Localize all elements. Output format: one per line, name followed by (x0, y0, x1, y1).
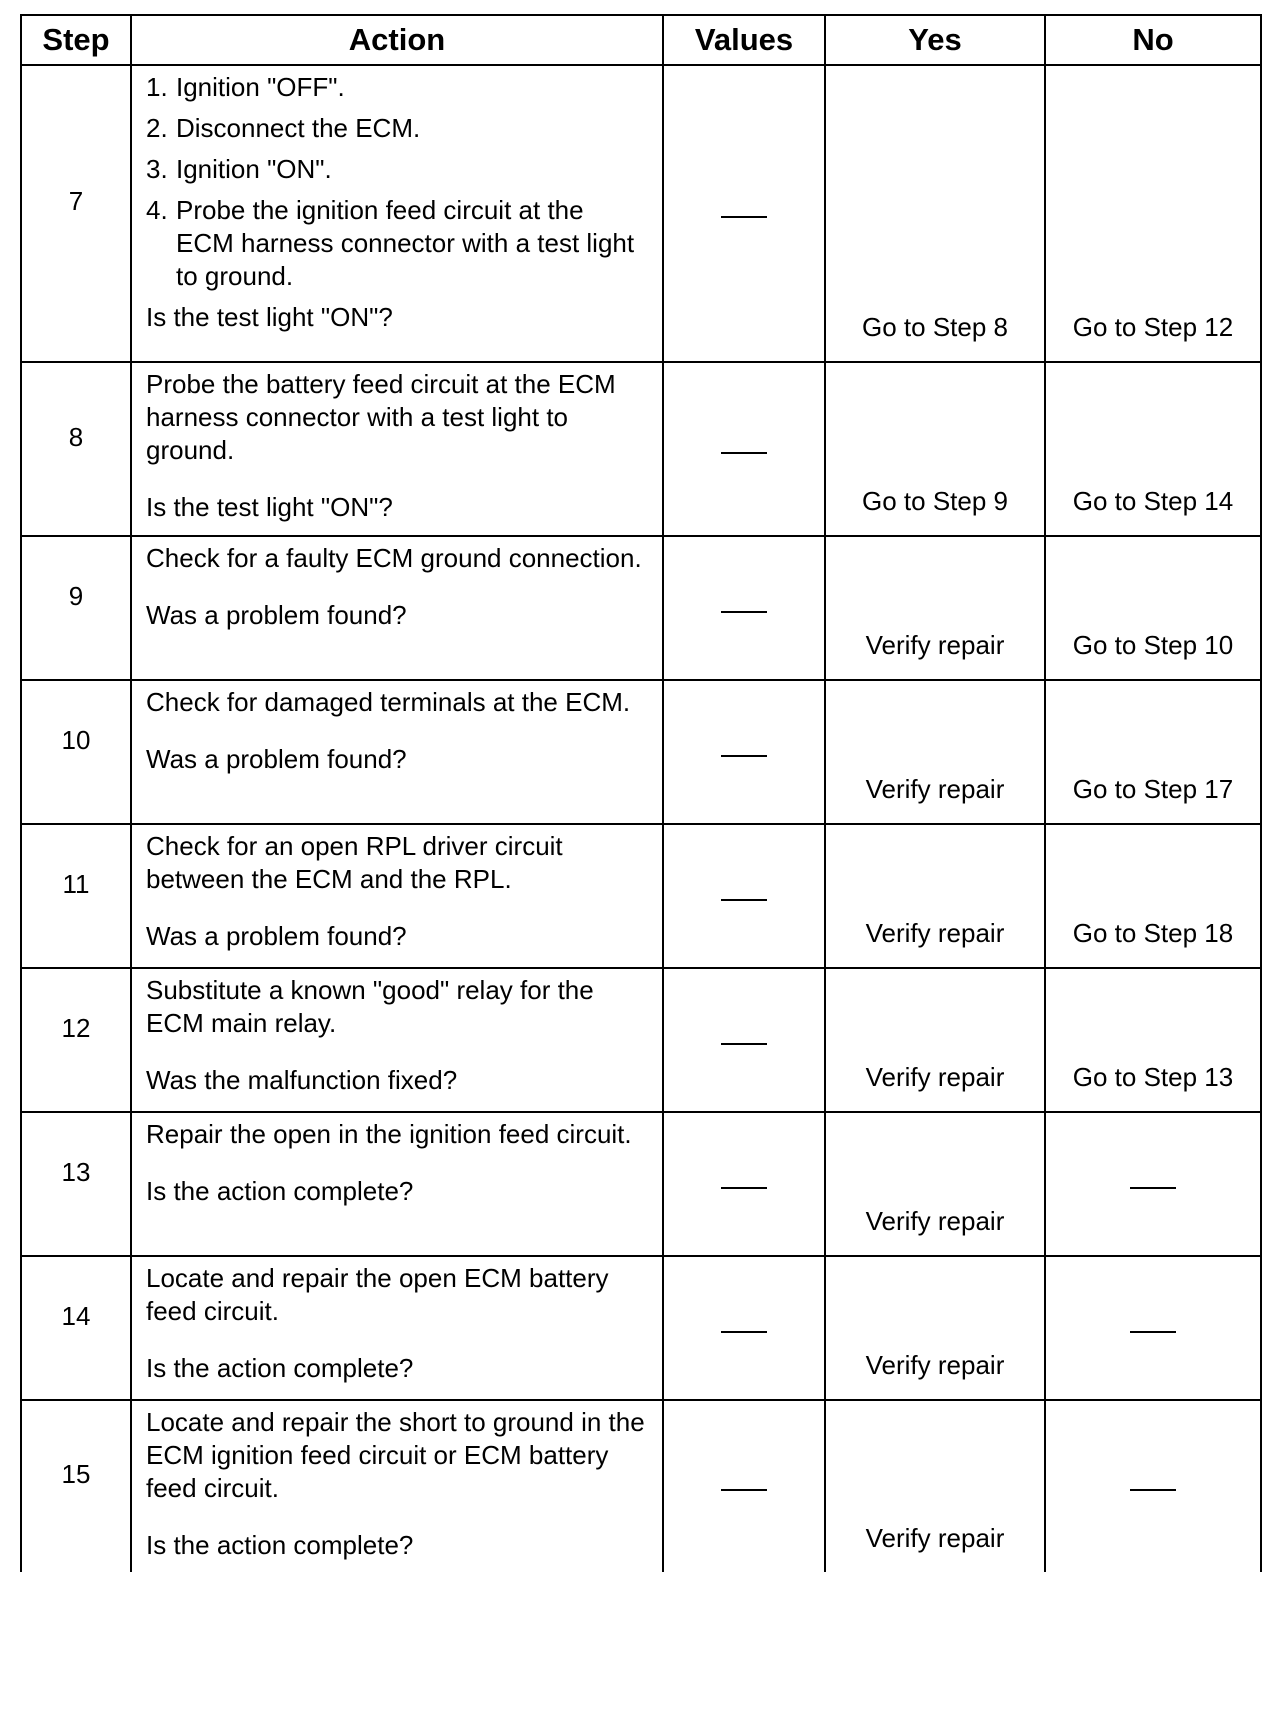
yes-cell: Verify repair (825, 1400, 1045, 1572)
value-dash (721, 452, 767, 454)
yes-cell: Verify repair (825, 536, 1045, 680)
values-cell (663, 824, 825, 968)
header-step: Step (21, 15, 131, 65)
action-question: Is the action complete? (146, 1530, 414, 1560)
action-text: Probe the battery feed circuit at the ECM harness connector with a test light to ground. (146, 369, 616, 465)
action-question: Was a problem found? (146, 600, 407, 630)
step-number-label: 8 (68, 421, 84, 452)
value-dash (721, 1043, 767, 1045)
value-dash (721, 216, 767, 218)
step-number (21, 1112, 131, 1256)
no-cell: Go to Step 14 (1045, 362, 1261, 536)
step-number-label: 7 (68, 186, 84, 216)
step-number (21, 536, 131, 680)
step-number-label: 11 (62, 868, 90, 899)
yes-cell: Go to Step 8 (825, 65, 1045, 362)
action-cell (131, 1400, 663, 1572)
step-number-label: 10 (61, 724, 91, 755)
action-step-list (146, 71, 648, 293)
action-step-number: 3. (146, 154, 168, 184)
values-cell (663, 536, 825, 680)
step-number-label: 12 (61, 1012, 91, 1043)
yes-cell: Verify repair (825, 824, 1045, 968)
action-cell (131, 968, 663, 1112)
values-cell (663, 362, 825, 536)
table-row (21, 680, 1261, 824)
table-row (21, 1112, 1261, 1256)
diagnostic-document (20, 14, 1262, 1572)
table-header (21, 15, 1261, 65)
action-question: Was the malfunction fixed? (146, 1065, 458, 1095)
step-number (21, 362, 131, 536)
action-question: Is the test light "ON"? (146, 302, 393, 332)
yes-cell: Verify repair (825, 680, 1045, 824)
step-number (21, 680, 131, 824)
value-dash (721, 1331, 767, 1333)
step-number (21, 1400, 131, 1572)
values-cell (663, 1256, 825, 1400)
action-question: Is the test light "ON"? (146, 492, 393, 522)
no-cell: Go to Step 13 (1045, 968, 1261, 1112)
action-text: Check for an open RPL driver circuit between the ECM and the RPL. (146, 831, 563, 894)
step-number (21, 968, 131, 1112)
no-cell: Go to Step 12 (1045, 65, 1261, 362)
action-step-number: 1. (146, 72, 168, 102)
values-cell (663, 1400, 825, 1572)
action-cell (131, 362, 663, 536)
action-text: Locate and repair the short to ground in the ECM ignition feed circuit or ECM battery feed circuit. (146, 1407, 645, 1503)
action-step (146, 71, 648, 104)
action-step (146, 194, 648, 293)
table-row (21, 1256, 1261, 1400)
action-cell (131, 65, 663, 362)
action-step-text: Ignition "OFF". (176, 72, 345, 102)
action-step (146, 153, 648, 186)
header-values: Values (663, 15, 825, 65)
header-row (21, 15, 1261, 65)
no-cell (1045, 1112, 1261, 1256)
action-text: Repair the open in the ignition feed circuit. (146, 1119, 632, 1149)
yes-cell: Verify repair (825, 968, 1045, 1112)
action-step (146, 112, 648, 145)
value-dash (721, 611, 767, 613)
action-cell (131, 1256, 663, 1400)
step-number (21, 65, 131, 362)
values-cell (663, 1112, 825, 1256)
action-text: Locate and repair the open ECM battery feed circuit. (146, 1263, 609, 1326)
action-question: Was a problem found? (146, 921, 407, 951)
no-cell (1045, 1400, 1261, 1572)
diagnostic-table (20, 14, 1262, 1572)
step-number-label: 14 (61, 1300, 91, 1331)
header-action: Action (131, 15, 663, 65)
action-cell (131, 536, 663, 680)
action-text: Check for a faulty ECM ground connection. (146, 543, 642, 573)
action-step-text: Disconnect the ECM. (176, 113, 421, 143)
table-row (21, 65, 1261, 362)
values-cell (663, 680, 825, 824)
step-number (21, 1256, 131, 1400)
table-row (21, 536, 1261, 680)
action-step-text: Probe the ignition feed circuit at the ECM harness connector with a test light to ground. (176, 195, 635, 291)
action-cell (131, 1112, 663, 1256)
action-question: Is the action complete? (146, 1176, 414, 1206)
no-dash (1130, 1489, 1176, 1491)
no-cell: Go to Step 18 (1045, 824, 1261, 968)
table-row (21, 968, 1261, 1112)
step-number (21, 824, 131, 968)
values-cell (663, 65, 825, 362)
action-text: Substitute a known "good" relay for the ECM main relay. (146, 975, 594, 1038)
action-step-number: 2. (146, 113, 168, 143)
action-step-text: Ignition "ON". (176, 154, 332, 184)
value-dash (721, 899, 767, 901)
table-row (21, 362, 1261, 536)
action-text: Check for damaged terminals at the ECM. (146, 687, 631, 717)
no-cell: Go to Step 10 (1045, 536, 1261, 680)
yes-cell: Verify repair (825, 1256, 1045, 1400)
value-dash (721, 1187, 767, 1189)
no-cell: Go to Step 17 (1045, 680, 1261, 824)
value-dash (721, 1489, 767, 1491)
no-dash (1130, 1187, 1176, 1189)
step-number-label: 9 (68, 580, 84, 611)
table-row (21, 1400, 1261, 1572)
action-step-number: 4. (146, 195, 168, 225)
action-question: Is the action complete? (146, 1353, 414, 1383)
table-row (21, 824, 1261, 968)
action-cell (131, 824, 663, 968)
yes-cell: Verify repair (825, 1112, 1045, 1256)
yes-cell: Go to Step 9 (825, 362, 1045, 536)
no-dash (1130, 1331, 1176, 1333)
header-no: No (1045, 15, 1261, 65)
step-number-label: 15 (61, 1459, 91, 1489)
action-question: Was a problem found? (146, 744, 407, 774)
values-cell (663, 968, 825, 1112)
no-cell (1045, 1256, 1261, 1400)
action-cell (131, 680, 663, 824)
value-dash (721, 755, 767, 757)
header-yes: Yes (825, 15, 1045, 65)
step-number-label: 13 (61, 1156, 91, 1187)
